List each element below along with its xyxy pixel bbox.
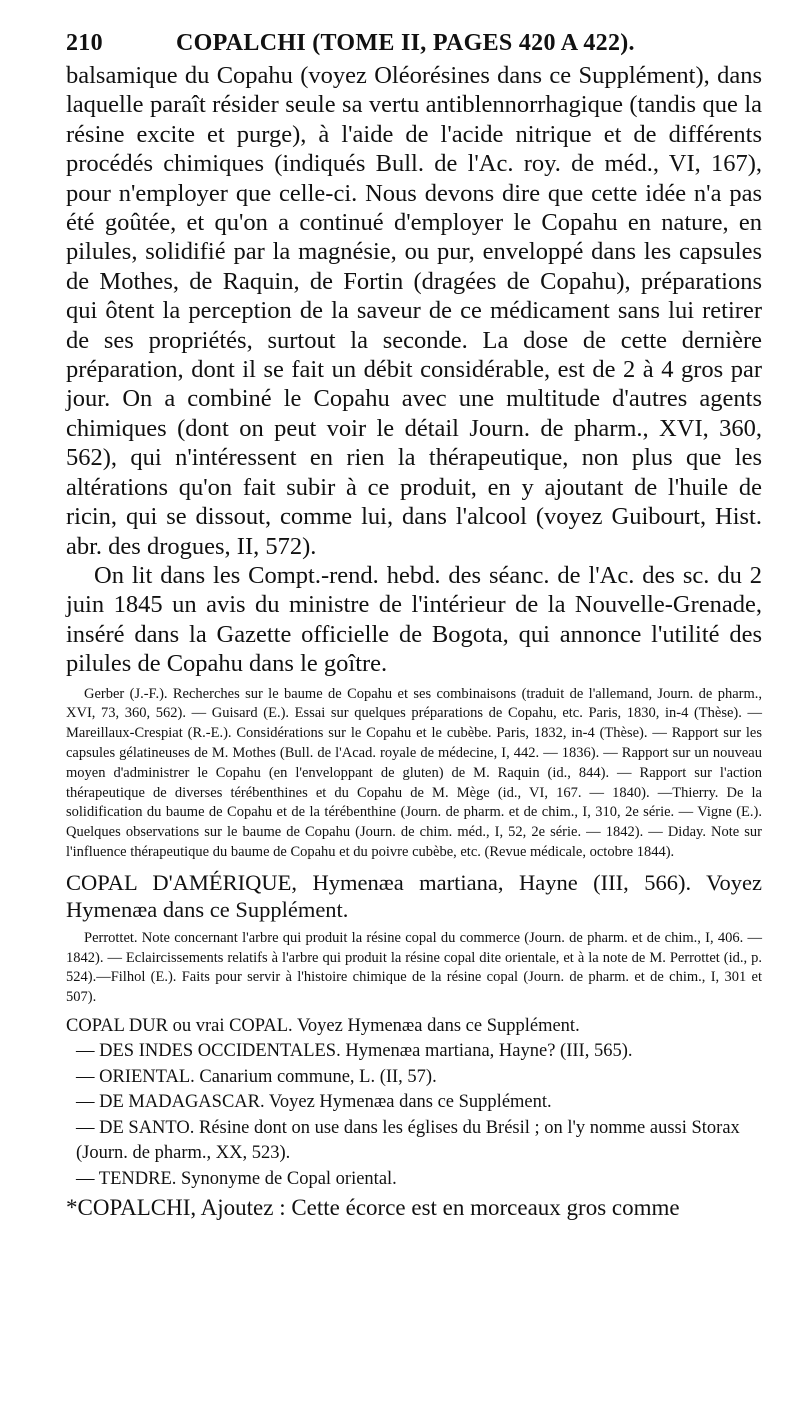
running-title: COPALCHI (TOME II, PAGES 420 A 422). [176,30,635,56]
sub-entry-madagascar: — DE MADAGASCAR. Voyez Hymenæa dans ce Supplément. [76,1092,552,1113]
paragraph-copahu: balsamique du Copahu (voyez Oléorésines dans ce Supplément), dans laquelle paraît résider seule sa vertu antiblennorrhagique (tandis que la résine excite et purge), à l'aide de l'acide nitrique et de différents procédés chimiques (indiqués Bull. de l'Ac. roy. de méd., VI, 167), pour n'employer que celle-ci. Nous devons dire que cette idée n'a pas été goûtée, et qu'on a continué d'employer le Copahu en nature, en pilules, solidifié par la magnésie, ou pur, enveloppé dans les capsules de Mothes, de Raquin, de Fortin (dragées de Copahu), préparations qui ôtent la perception de la saveur de ce médicament sans lui retirer de ses propriétés, surtout la seconde. La dose de cette dernière préparation, dont il se fait un débit considérable, est de 2 à 4 gros par jour. On a combiné le Copahu avec une multitude d'autres agents chimiques (dont on peut voir le détail Journ. de pharm., XVI, 360, 562), qui n'intéressent en rien la thérapeutique, non plus que les altérations qu'on fait subir à ce produit, en y ajoutant de l'huile de ricin, qui se dissout, comme lui, dans l'alcool (voyez Guibourt, Hist. abr. des drogues, II, 572). [66,62,762,560]
copal-sub-entries [66,1014,762,1193]
sub-entry-santo: — DE SANTO. Résine dont on use dans les églises du Brésil ; on l'y nomme aussi Storax (Journ. de pharm., XX, 523). [76,1117,740,1164]
sub-entry-copal-dur: COPAL DUR ou vrai COPAL. Voyez Hymenæa dans ce Supplément. [66,1015,580,1036]
paragraph-bogota: On lit dans les Compt.-rend. hebd. des séanc. de l'Ac. des sc. du 2 juin 1845 un avis du ministre de l'intérieur de la Nouvelle-Grenade, inséré dans la Gazette officielle de Bogota, qui annonce l'utilité des pilules de Copahu dans le goître. [66,561,762,678]
page-number: 210 [66,30,103,56]
references-copal: Perrottet. Note concernant l'arbre qui produit la résine copal du commerce (Journ. de pharm. et de chim., I, 406. — 1842). — Eclaircissements relatifs à l'arbre qui produit la résine copal dite orientale, et à la note de M. Perrottet (id., p. 524).—Filhol (E.). Faits pour servir à l'histoire chimique de la résine copal (Journ. de pharm. et de chim., I, 301 et 507). [66,929,762,1006]
page-header [66,30,762,57]
entry-copalchi: *COPALCHI, Ajoutez : Cette écorce est en morceaux gros comme [66,1195,680,1221]
entry-copal-amerique: COPAL D'AMÉRIQUE, Hymenæa martiana, Hayne (III, 566). Voyez Hymenæa dans ce Supplément. [66,869,762,922]
sub-entry-oriental: — ORIENTAL. Canarium commune, L. (II, 57). [76,1066,437,1087]
sub-entry-indes: — DES INDES OCCIDENTALES. Hymenæa martiana, Hayne? (III, 565). [76,1041,633,1062]
sub-entry-tendre: — TENDRE. Synonyme de Copal oriental. [76,1168,397,1189]
references-copahu: Gerber (J.-F.). Recherches sur le baume de Copahu et ses combinaisons (traduit de l'allemand, Journ. de pharm., XVI, 73, 360, 562). — Guisard (E.). Essai sur quelques préparations de Copahu, etc. Paris, 1830, in-4 (Thèse). — Mareillaux-Crespiat (R.-E.). Considérations sur le Copahu et le cubèbe. Paris, 1832, in-4 (Thèse). — Rapport sur les capsules gélatineuses de M. Mothes (Bull. de l'Acad. royale de médecine, I, 442. — 1836). — Rapport sur un nouveau moyen d'administrer le Copahu (en l'enveloppant de gluten) de M. Raquin (id., 844). — Rapport sur l'action thérapeutique de diverses térébenthines et du Copahu de M. Mège (id., VI, 167. — 1840). —Thierry. De la solidification du baume de Copahu et de la térébenthine (Journ. de pharm. et de chim., I, 310, 2e série. — Vigne (E.). Quelques observations sur le baume de Copahu (Journ. de chim. méd., I, 52, 2e série. — 1842). — Diday. Note sur l'influence thérapeutique du baume de Copahu et du poivre cubèbe, etc. (Revue médicale, octobre 1844). [66,685,762,860]
